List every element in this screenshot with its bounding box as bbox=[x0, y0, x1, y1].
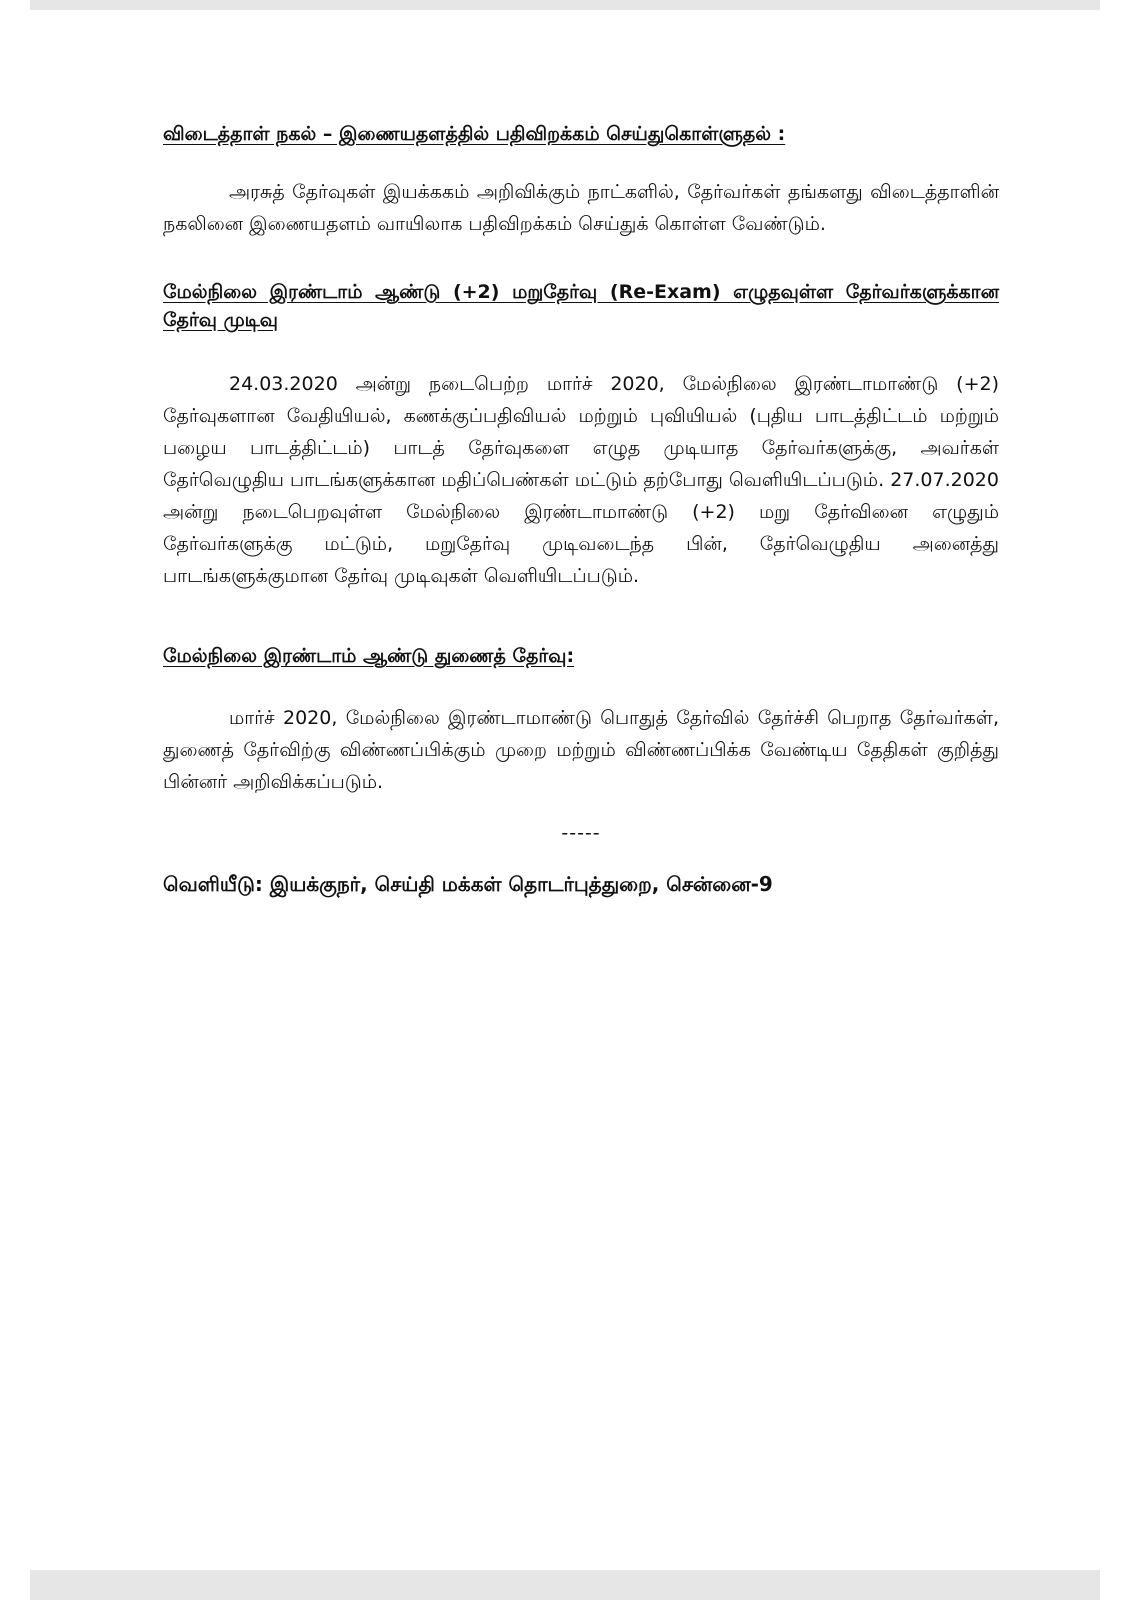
section-heading-answer-copy-download: விடைத்தாள் நகல் – இணையதளத்தில் பதிவிறக்கம் செய்துகொள்ளுதல் : bbox=[163, 123, 786, 145]
separator-line: ----- bbox=[561, 822, 601, 844]
bottom-page-edge bbox=[30, 1570, 1100, 1600]
top-page-edge bbox=[30, 0, 1100, 10]
section-paragraph-supplementary-exam: மார்ச் 2020, மேல்நிலை இரண்டாமாண்டு பொதுத் தேர்வில் தேர்ச்சி பெறாத தேர்வர்கள், துணைத் தேர்விற்கு விண்ணப்பிக்கும் முறை மற்றும் விண்ணப்பிக்க வேண்டிய தேதிகள் குறித்து பின்னர் அறிவிக்கப்படும். bbox=[163, 707, 999, 793]
section-heading-supplementary-exam: மேல்நிலை இரண்டாம் ஆண்டு துணைத் தேர்வு: bbox=[163, 645, 575, 667]
publisher-footer: வெளியீடு: இயக்குநர், செய்தி மக்கள் தொடர்புத்துறை, சென்னை-9 bbox=[163, 872, 773, 896]
section-heading-re-exam-results: மேல்நிலை இரண்டாம் ஆண்டு (+2) மறுதேர்வு (Re-Exam) எழுதவுள்ள தேர்வர்களுக்கான தேர்வு முடிவு bbox=[163, 281, 999, 331]
section-paragraph-answer-copy-download: அரசுத் தேர்வுகள் இயக்ககம் அறிவிக்கும் நாட்களில், தேர்வர்கள் தங்களது விடைத்தாளின் நகலினை இணையதளம் வாயிலாக பதிவிறக்கம் செய்துக் கொள்ள வேண்டும். bbox=[163, 181, 999, 235]
section-paragraph-re-exam-results: 24.03.2020 அன்று நடைபெற்ற மார்ச் 2020, மேல்நிலை இரண்டாமாண்டு (+2) தேர்வுகளான வேதியியல், கணக்குப்பதிவியல் மற்றும் புவியியல் (புதிய பாடத்திட்டம் மற்றும் பழைய பாடத்திட்டம்) பாடத் தேர்வுகளை எழுத முடியாத தேர்வர்களுக்கு, அவர்கள் தேர்வெழுதிய பாடங்களுக்கான மதிப்பெண்கள் மட்டும் தற்போது வெளியிடப்படும். 27.07.2020 அன்று நடைபெறவுள்ள மேல்நிலை இரண்டாமாண்டு (+2) மறு தேர்வினை எழுதும் தேர்வர்களுக்கு மட்டும், மறுதேர்வு முடிவடைந்த பின், தேர்வெழுதிய அனைத்து பாடங்களுக்குமான தேர்வு முடிவுகள் வெளியிடப்படும். bbox=[163, 373, 999, 587]
document-page bbox=[163, 110, 999, 899]
